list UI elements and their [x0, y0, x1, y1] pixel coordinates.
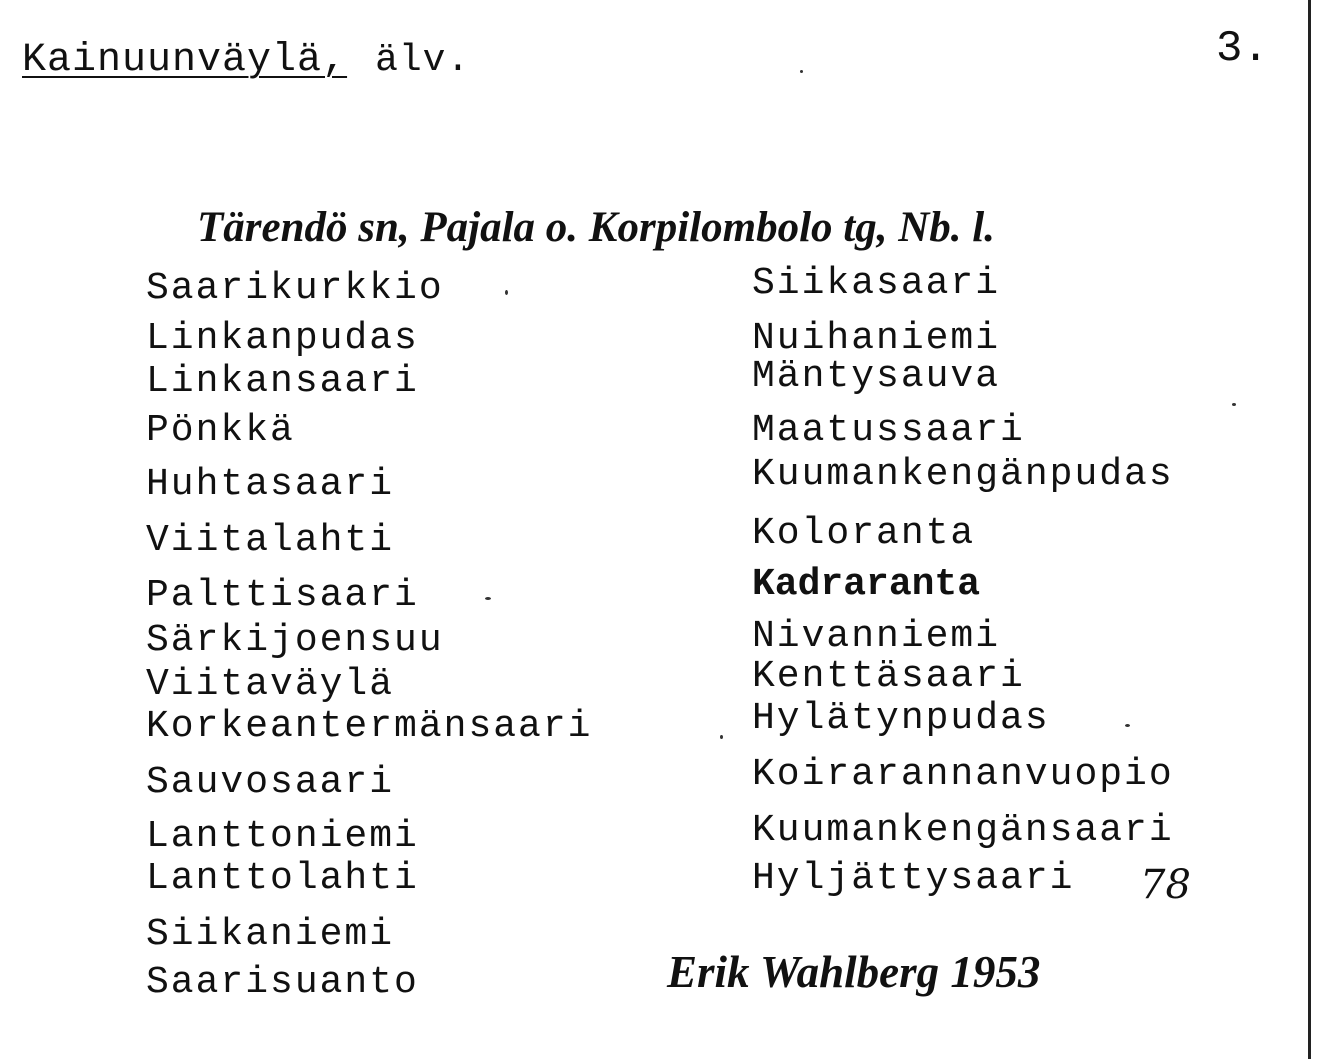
ink-speck	[485, 597, 491, 600]
place-name: Koloranta	[752, 512, 976, 555]
place-name: Kuumankengänsaari	[752, 809, 1174, 852]
card-edge	[1308, 0, 1311, 1059]
place-name: Hylätynpudas	[752, 697, 1050, 740]
handwritten-margin-note: 78	[1140, 862, 1191, 908]
place-name: Kuumankengänpudas	[752, 453, 1174, 496]
place-name: Palttisaari	[146, 574, 419, 617]
ink-speck	[1125, 724, 1130, 727]
place-name: Huhtasaari	[146, 463, 395, 506]
place-name: Nivanniemi	[752, 615, 1001, 658]
card-heading	[22, 38, 470, 83]
place-name: Korkeantermänsaari	[146, 705, 593, 748]
place-name: Saarikurkkio	[146, 267, 444, 310]
place-name: Lanttoniemi	[146, 815, 419, 858]
place-name: Siikaniemi	[146, 913, 395, 956]
place-name: Kenttäsaari	[752, 655, 1025, 698]
card-number: 3.	[1216, 24, 1269, 74]
place-name: Lanttolahti	[146, 857, 419, 900]
ink-speck	[1232, 403, 1236, 406]
place-name: Kadraranta	[752, 563, 981, 606]
place-name: Linkansaari	[146, 360, 419, 403]
place-name: Viitaväylä	[146, 663, 395, 706]
place-name: Hyljättysaari	[752, 857, 1075, 900]
ink-speck	[505, 290, 508, 295]
place-name: Viitalahti	[146, 519, 395, 562]
place-name: Maatussaari	[752, 409, 1025, 452]
heading-abbr: älv.	[375, 39, 471, 82]
place-name: Saarisuanto	[146, 961, 419, 1004]
place-name: Pönkkä	[146, 409, 295, 452]
signature-line: Erik Wahlberg 1953	[667, 947, 1041, 997]
place-name: Koirarannanvuopio	[752, 753, 1174, 796]
place-name: Linkanpudas	[146, 317, 419, 360]
place-name: Särkijoensuu	[146, 619, 444, 662]
place-name: Sauvosaari	[146, 761, 395, 804]
heading-place: Kainuunväylä,	[22, 38, 348, 83]
locality-line: Tärendö sn, Pajala o. Korpilombolo tg, Nb. l.	[197, 204, 995, 251]
place-name: Mäntysauva	[752, 355, 1001, 398]
ink-speck	[720, 735, 723, 739]
place-name: Siikasaari	[752, 262, 1001, 305]
ink-speck	[800, 70, 803, 73]
place-name: Nuihaniemi	[752, 317, 1001, 360]
